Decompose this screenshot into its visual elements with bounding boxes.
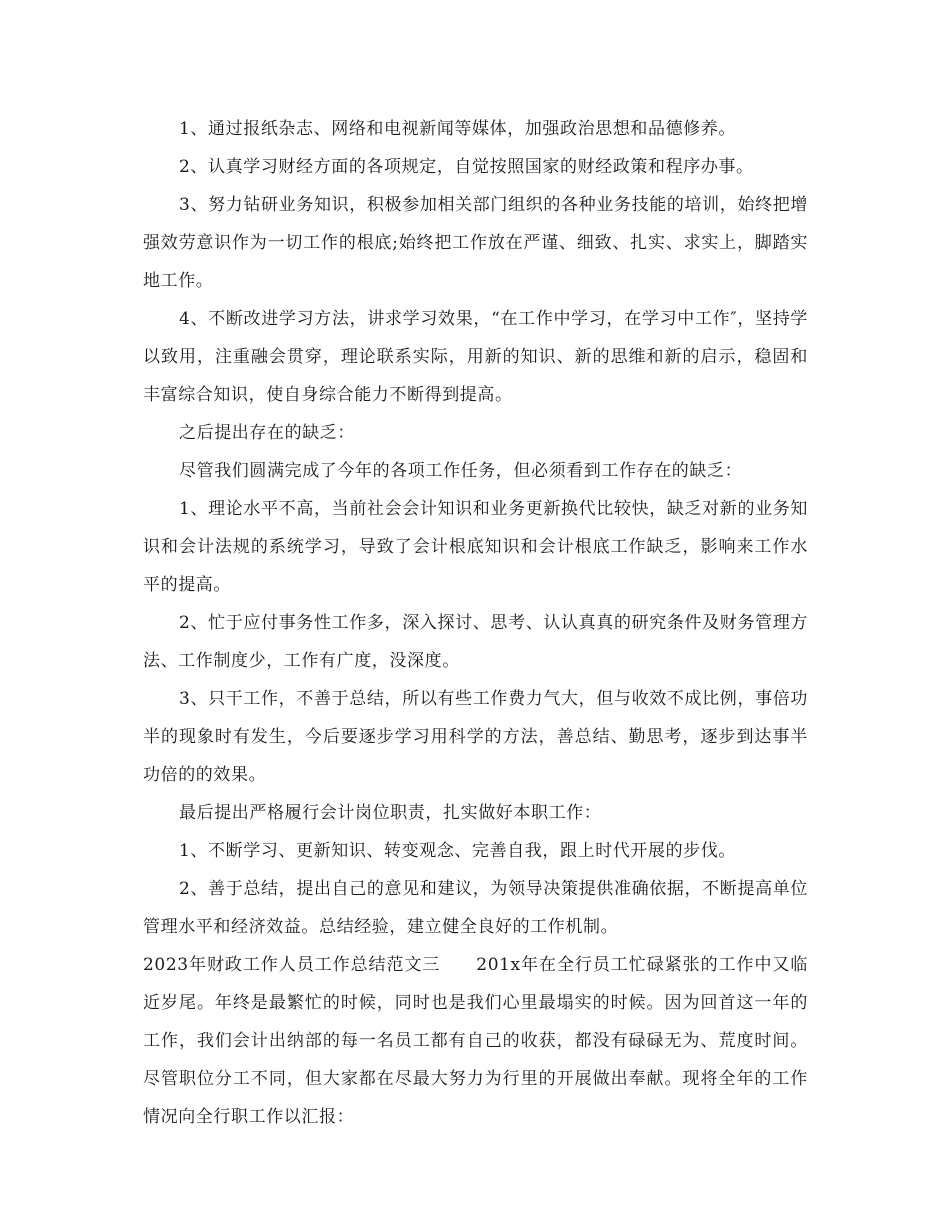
section-heading-shortcomings: 之后提出存在的缺乏： [179, 423, 355, 443]
paragraph-duty-1: 1、不断学习、更新知识、转变观念、完善自我，跟上时代开展的步伐。 [179, 841, 737, 861]
paragraph-sample-three: 2023年财政工作人员工作总结范文三 201x年在全行员工忙碌紧张的工作中又临近岁尾。年终是最繁忙的时候，同时也是我们心里最塌实的时候。因为回首这一年的工作，我们会计出纳部的每一名员工都有自己的收获，都没有碌碌无为、荒度时间。尽管职位分工不同，但大家都在尽最大努力为行里的开展做出奉献。现将全年的工作情况向全行职工作以汇报： [143, 955, 808, 1127]
paragraph-1: 1、通过报纸杂志、网络和电视新闻等媒体，加强政治思想和品德修养。 [179, 119, 737, 139]
paragraph-duty-2: 2、善于总结，提出自己的意见和建议，为领导决策提供准确依据，不断提高单位管理水平和经济效益。总结经验，建立健全良好的工作机制。 [143, 879, 808, 937]
paragraph-shortcoming-3: 3、只干工作，不善于总结，所以有些工作费力气大，但与收效不成比例，事倍功半的现象时有发生，今后要逐步学习用科学的方法，善总结、勤思考，逐步到达事半功倍的的效果。 [143, 689, 808, 785]
paragraph-shortcomings-intro: 尽管我们圆满完成了今年的各项工作任务，但必须看到工作存在的缺乏： [179, 461, 743, 481]
paragraph-3: 3、努力钻研业务知识，积极参加相关部门组织的各种业务技能的培训，始终把增强效劳意识作为一切工作的根底;始终把工作放在严谨、细致、扎实、求实上，脚踏实地工作。 [143, 195, 808, 291]
paragraph-4: 4、不断改进学习方法，讲求学习效果，“在工作中学习，在学习中工作″，坚持学以致用，注重融会贯穿，理论联系实际，用新的知识、新的思维和新的启示，稳固和丰富综合知识，使自身综合能力不断得到提高。 [143, 309, 808, 405]
section-heading-duties: 最后提出严格履行会计岗位职责，扎实做好本职工作： [179, 803, 602, 823]
paragraph-shortcoming-2: 2、忙于应付事务性工作多，深入探讨、思考、认认真真的研究条件及财务管理方法、工作制度少，工作有广度，没深度。 [143, 613, 808, 671]
paragraph-2: 2、认真学习财经方面的各项规定，自觉按照国家的财经政策和程序办事。 [179, 157, 754, 177]
paragraph-shortcoming-1: 1、理论水平不高，当前社会会计知识和业务更新换代比较快，缺乏对新的业务知识和会计法规的系统学习，导致了会计根底知识和会计根底工作缺乏，影响来工作水平的提高。 [143, 499, 808, 595]
document-body [143, 110, 808, 1136]
